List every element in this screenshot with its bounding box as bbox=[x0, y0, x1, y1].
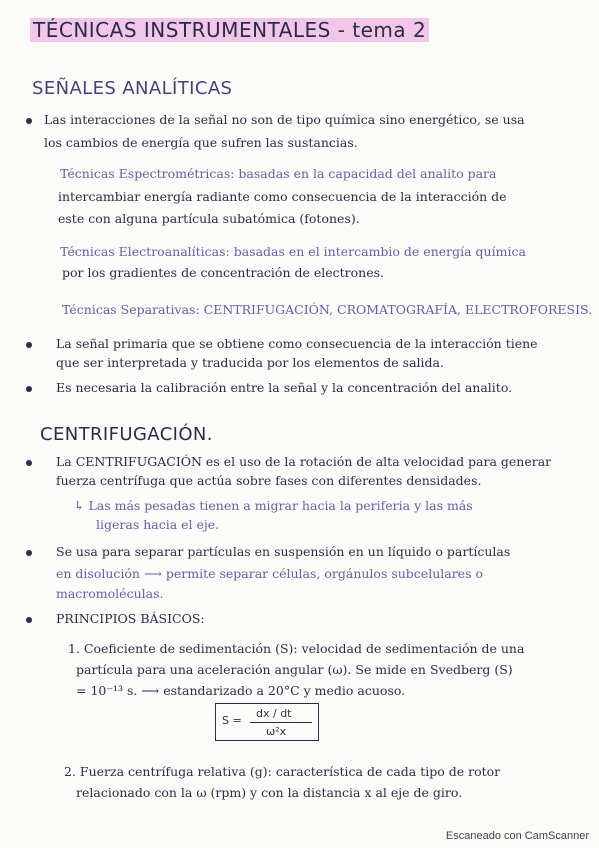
note-line: en disolución ⟶ permite separar células, orgánulos subcelulares o bbox=[56, 566, 483, 581]
note-line: PRINCIPIOS BÁSICOS: bbox=[56, 611, 205, 626]
formula-lhs: S = bbox=[222, 714, 242, 727]
note-line: intercambiar energía radiante como consecuencia de la interacción de bbox=[58, 189, 507, 204]
bullet bbox=[26, 550, 32, 556]
formula-numerator: dx / dt bbox=[256, 707, 292, 720]
note-line: Técnicas Electroanalíticas: basadas en el intercambio de energía química bbox=[60, 244, 526, 259]
note-line: Técnicas Espectrométricas: basadas en la capacidad del analito para bbox=[60, 166, 497, 181]
scanner-watermark: Escaneado con CamScanner bbox=[445, 830, 589, 842]
note-line: 2. Fuerza centrífuga relativa (g): característica de cada tipo de rotor bbox=[64, 764, 501, 779]
page-title-text: TÉCNICAS INSTRUMENTALES - tema 2 bbox=[30, 18, 429, 42]
note-line: ↳ Las más pesadas tienen a migrar hacia la periferia y las más bbox=[74, 498, 473, 513]
bullet bbox=[26, 386, 32, 392]
note-line: Es necesaria la calibración entre la señal y la concentración del analito. bbox=[56, 380, 513, 395]
formula-denominator: ω²x bbox=[266, 725, 287, 738]
bullet bbox=[26, 460, 32, 466]
note-line: partícula para una aceleración angular (ω). Se mide en Svedberg (S) bbox=[76, 662, 513, 677]
page-title bbox=[30, 18, 429, 42]
note-line: Técnicas Separativas: CENTRIFUGACIÓN, CROMATOGRAFÍA, ELECTROFORESIS. bbox=[62, 302, 593, 317]
note-line: por los gradientes de concentración de electrones. bbox=[62, 265, 384, 280]
bullet bbox=[26, 118, 32, 124]
note-line: que ser interpretada y traducida por los elementos de salida. bbox=[56, 355, 444, 370]
note-line: este con alguna partícula subatómica (fotones). bbox=[58, 211, 360, 226]
note-line: relacionado con la ω (rpm) y con la distancia x al eje de giro. bbox=[76, 785, 463, 800]
note-line: ligeras hacia el eje. bbox=[96, 517, 220, 532]
formula-fraction-bar bbox=[250, 722, 312, 723]
section-heading-centrifugacion: CENTRIFUGACIÓN. bbox=[40, 424, 213, 445]
note-line: La señal primaria que se obtiene como consecuencia de la interacción tiene bbox=[56, 336, 538, 351]
bullet bbox=[26, 617, 32, 623]
note-line: La CENTRIFUGACIÓN es el uso de la rotación de alta velocidad para generar bbox=[56, 454, 552, 469]
note-line: fuerza centrífuga que actúa sobre fases con diferentes densidades. bbox=[56, 473, 482, 488]
note-line: Las interacciones de la señal no son de tipo química sino energético, se usa bbox=[44, 112, 525, 127]
note-line: Se usa para separar partículas en suspensión en un líquido o partículas bbox=[56, 544, 511, 559]
note-line: 1. Coeficiente de sedimentación (S): velocidad de sedimentación de una bbox=[68, 641, 525, 656]
note-line: macromoléculas. bbox=[56, 586, 164, 601]
bullet bbox=[26, 342, 32, 348]
note-line: = 10⁻¹³ s. ⟶ estandarizado a 20°C y medio acuoso. bbox=[76, 683, 406, 698]
formula-box bbox=[215, 703, 319, 741]
note-line: los cambios de energía que sufren las sustancias. bbox=[44, 135, 358, 150]
section-heading-senales: SEÑALES ANALÍTICAS bbox=[32, 78, 233, 99]
